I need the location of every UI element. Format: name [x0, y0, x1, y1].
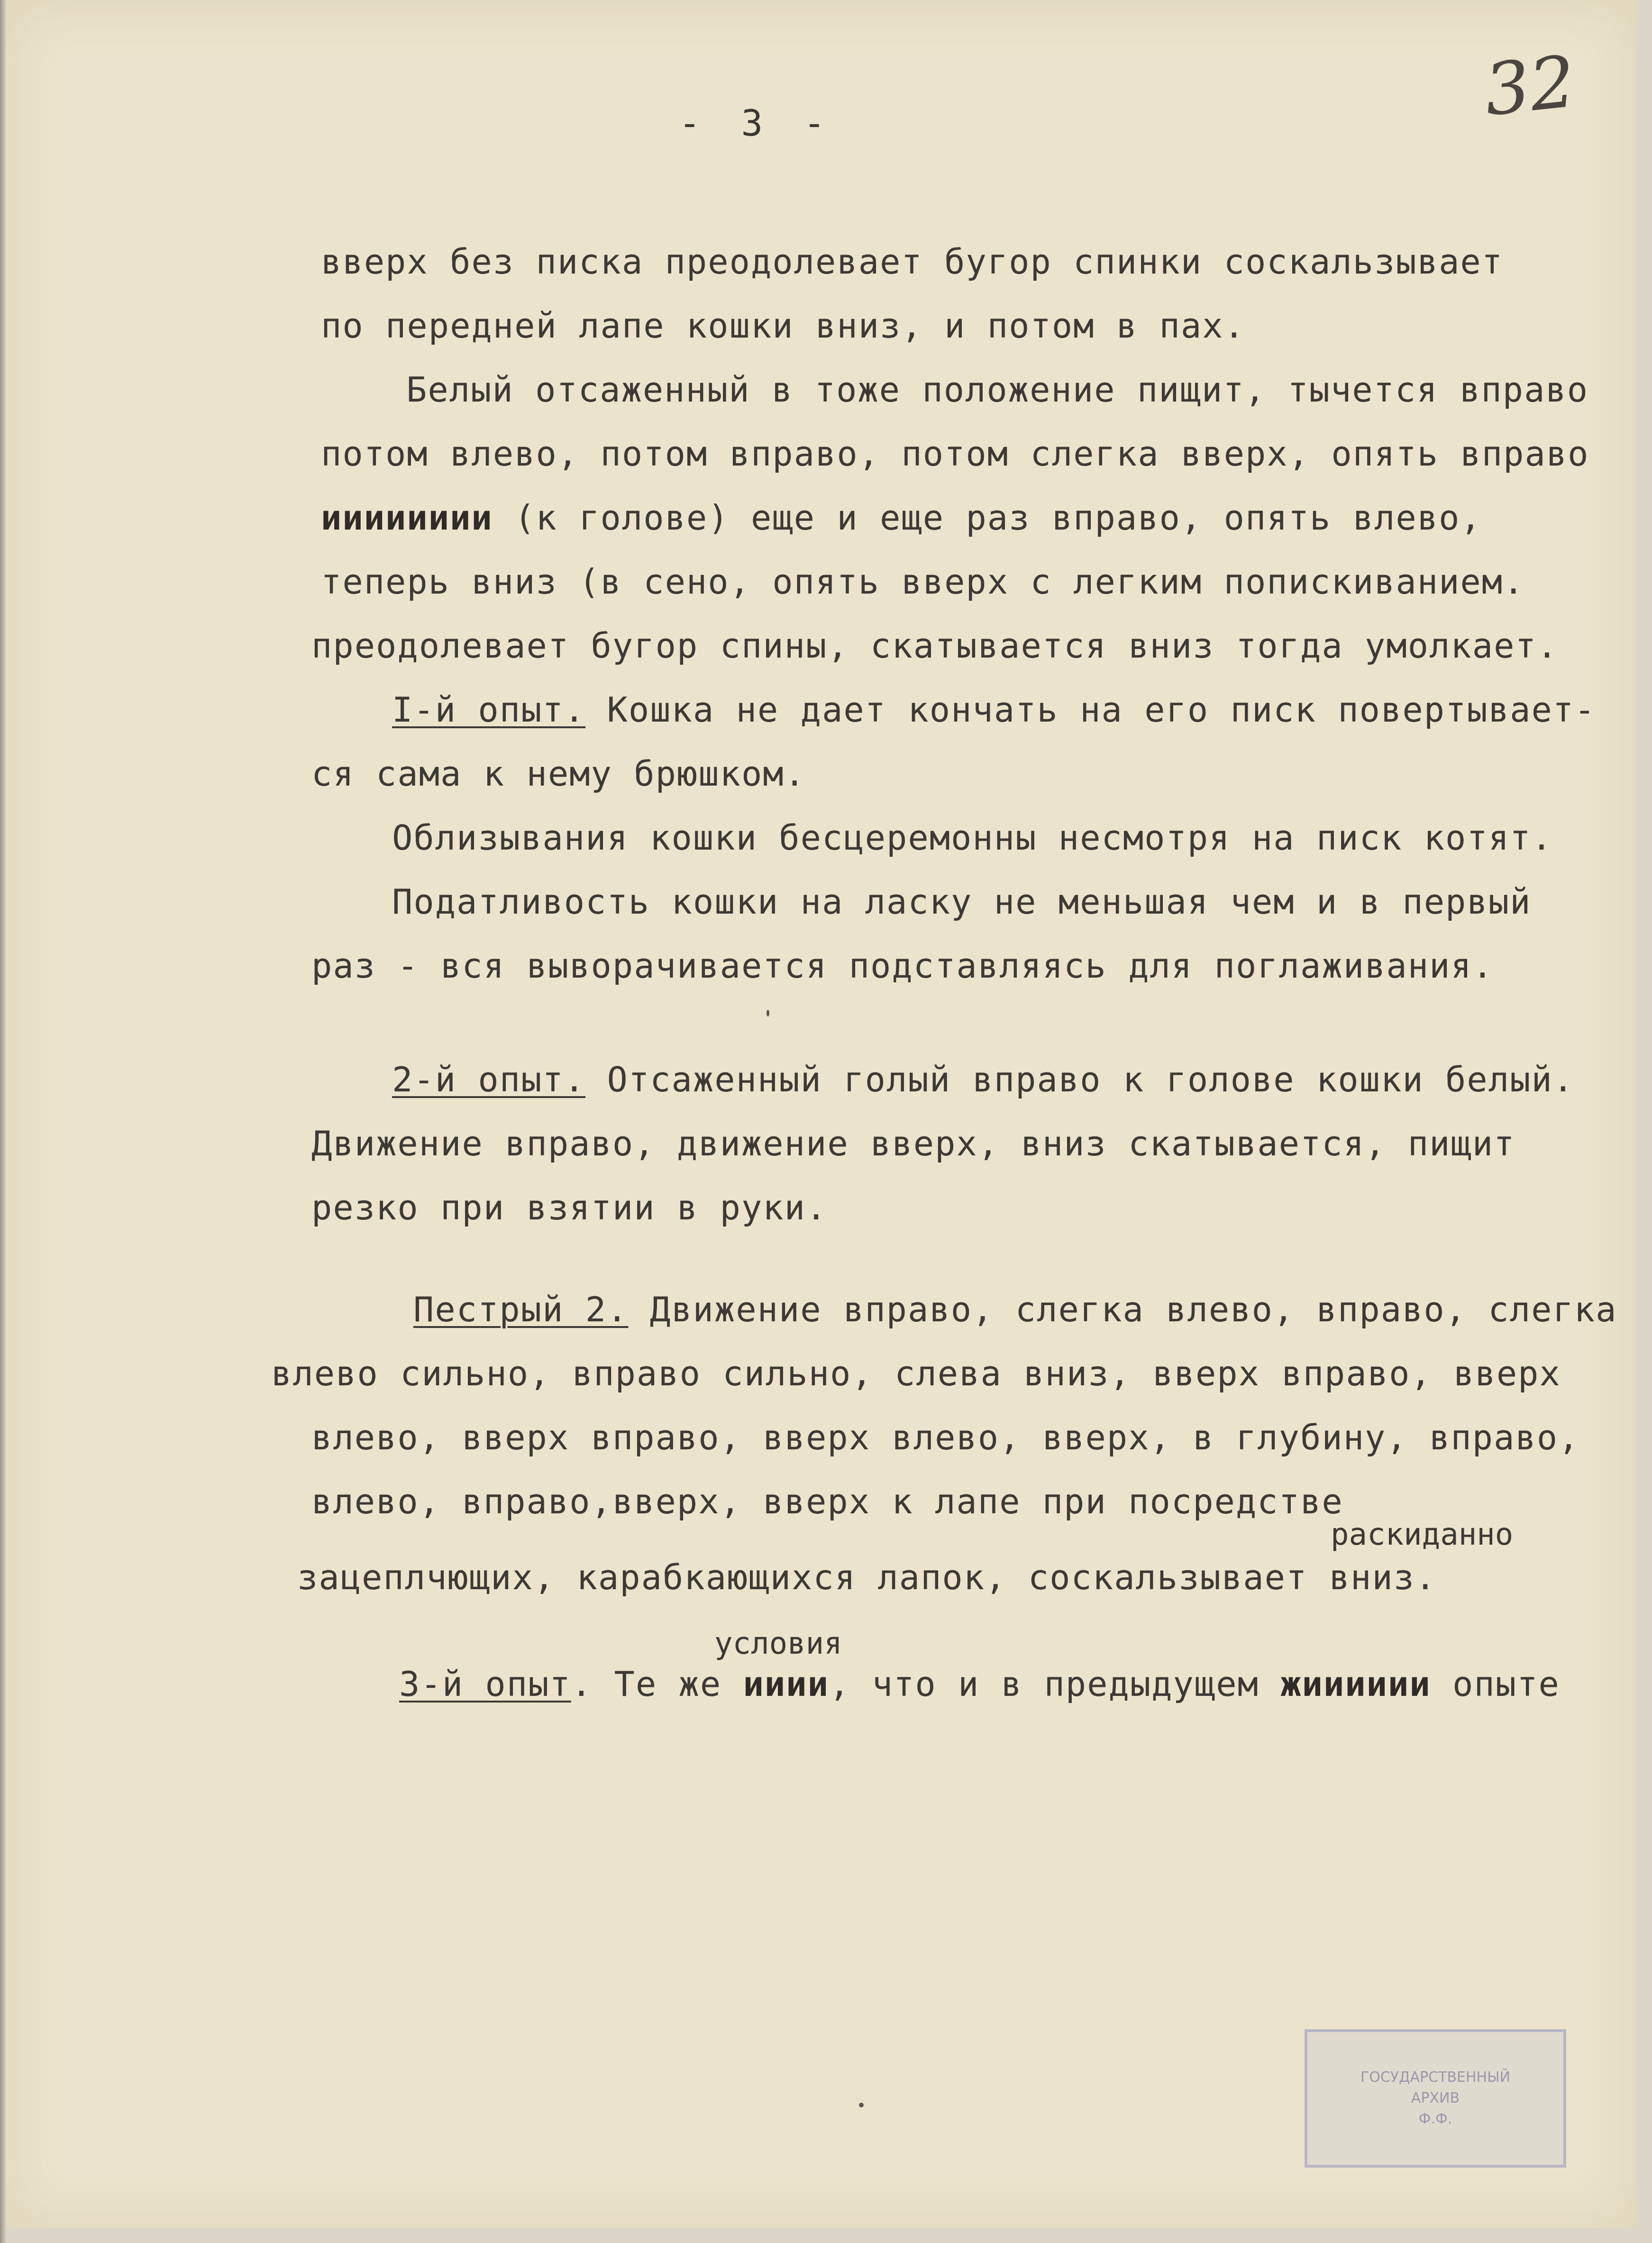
text-line-1: вверх без писка преодолевает бугор спинки соскальзывает [321, 242, 1504, 282]
text-line-21-part2: , что и в предыдущем [829, 1664, 1259, 1704]
stamp-line-1: ГОСУДАРСТВЕННЫЙ [1360, 2069, 1511, 2086]
text-line-12: раз - вся выворачивается подставляясь для поглаживания. [311, 946, 1494, 986]
text-line-11: Податливость кошки на ласку не меньшая чем и в первый [392, 882, 1532, 922]
paper-speck-2 [767, 1010, 769, 1016]
text-line-7: преодолевает бугор спины, скатывается вниз тогда умолкает. [311, 626, 1559, 666]
text-line-8 [392, 690, 1596, 730]
text-line-21 [399, 1664, 1560, 1704]
archive-folio-number: 32 [1480, 40, 1579, 132]
insertion-usloviya: условия [714, 1626, 842, 1661]
text-line-16-content: Движение вправо, слегка влево, вправо, слегка [649, 1290, 1617, 1329]
paper-speck [859, 2103, 864, 2107]
text-line-13 [392, 1060, 1574, 1099]
pestry-heading: Пестрый 2. [413, 1290, 629, 1329]
text-line-21-part1: . Те же [571, 1664, 722, 1704]
text-line-20: зацеплчющих, карабкающихся лапок, соскальзывает вниз. [297, 1557, 1437, 1597]
text-line-16 [413, 1290, 1617, 1329]
text-line-18: влево, вверх вправо, вверх влево, вверх, в глубину, вправо, [311, 1418, 1580, 1457]
experiment-2-heading: 2-й опыт. [392, 1060, 586, 1099]
experiment-1-heading: I-й опыт. [392, 690, 586, 730]
text-line-8-content: Кошка не дает кончать на его писк повертывает- [607, 690, 1596, 730]
stamp-line-2: АРХИВ [1411, 2090, 1460, 2106]
text-line-21-part3: опыте [1452, 1664, 1560, 1704]
text-line-14: Движение вправо, движение вверх, вниз скатывается, пищит [311, 1124, 1515, 1163]
struck-out-word: ииииииии [321, 498, 493, 538]
page-number: - 3 - [679, 102, 835, 144]
document-page [6, 0, 1636, 2228]
text-line-2: по передней лапе кошки вниз, и потом в пах. [321, 306, 1245, 346]
struck-out-word-3: жииииии [1280, 1664, 1431, 1704]
text-line-17: влево сильно, вправо сильно, слева вниз, вверх вправо, вверх [271, 1354, 1561, 1393]
text-line-5-content: (к голове) еще и еще раз вправо, опять влево, [514, 498, 1482, 538]
text-line-19: влево, вправо,вверх, вверх к лапе при посредстве [311, 1482, 1343, 1521]
text-line-10: Облизывания кошки бесцеремонны несмотря на писк котят. [392, 818, 1553, 858]
archive-stamp [1305, 2029, 1566, 2168]
insertion-raskidanno: раскиданно [1331, 1517, 1514, 1552]
experiment-3-heading: 3-й опыт [399, 1664, 571, 1704]
stamp-line-3: Ф.Ф. [1418, 2111, 1452, 2127]
text-line-9: ся сама к нему брюшком. [311, 754, 806, 794]
text-line-3: Белый отсаженный в тоже положение пищит, тычется вправо [406, 370, 1589, 410]
struck-out-word-2: ииии [743, 1664, 829, 1704]
text-line-4: потом влево, потом вправо, потом слегка вверх, опять вправо [321, 434, 1589, 474]
text-line-6: теперь вниз (в сено, опять вверх с легким попискиванием. [321, 562, 1525, 602]
text-line-13-content: Отсаженный голый вправо к голове кошки белый. [607, 1060, 1575, 1099]
text-line-5 [321, 498, 1482, 538]
text-line-15: резко при взятии в руки. [311, 1188, 828, 1227]
